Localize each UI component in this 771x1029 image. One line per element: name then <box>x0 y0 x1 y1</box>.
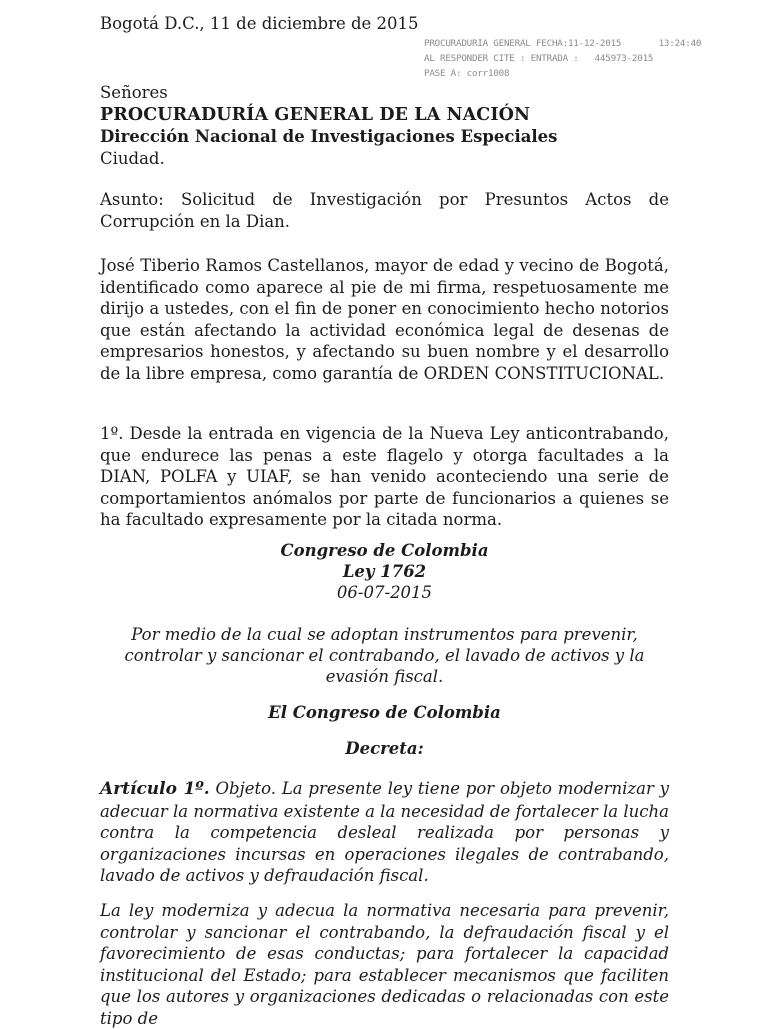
recipient-organization: PROCURADURÍA GENERAL DE LA NACIÓN <box>100 105 531 125</box>
law-number: Ley 1762 <box>342 562 427 581</box>
article-1-text: Objeto. La presente ley tiene por objeto modernizar y adecuar la normativa existente a la necesidad de fortalecer la lucha contra la competencia desleal realizada por personas y organizaciones incursas en operaciones ilegales de contrabando, lavado de activos y defraudación fiscal. <box>100 779 669 885</box>
stamp-line-3: PASE A: corr1008 <box>424 68 510 79</box>
recipient-department: Dirección Nacional de Investigaciones Especiales <box>100 127 558 146</box>
article-1-paragraph <box>100 778 669 887</box>
law-purpose-line-3: evasión fiscal. <box>325 667 444 686</box>
intro-paragraph: José Tiberio Ramos Castellanos, mayor de edad y vecino de Bogotá, identificado como aparece al pie de mi firma, respetuosamente me dirijo a ustedes, con el fin de poner en conocimiento hecho notorios que están afectando la actividad económica legal de desenas de empresarios honestos, y afectando su buen nombre y el desarrollo de la libre empresa, como garantía de ORDEN CONSTITUCIONAL. <box>100 256 669 383</box>
congress-heading: El Congreso de Colombia <box>268 703 501 722</box>
law-heading <box>100 540 669 603</box>
decree-heading: Decreta: <box>345 739 424 758</box>
article-1-continued-paragraph: La ley moderniza y adecua la normativa necesaria para prevenir, controlar y sancionar el contrabando, la defraudación fiscal y el favorecimiento de esas conductas; para fortalecer la capacidad institucional del Estado; para establecer mecanismos que faciliten que los autores y organizaciones dedicadas o relacionadas con este tipo de <box>100 901 669 1028</box>
article-1-lead: Artículo 1º. <box>100 779 210 799</box>
law-purpose-line-1: Por medio de la cual se adoptan instrumentos para prevenir, <box>131 625 638 644</box>
law-purpose <box>100 624 669 687</box>
receipt-stamp <box>424 36 701 81</box>
letter-date: Bogotá D.C., 11 de diciembre de 2015 <box>100 14 419 33</box>
recipient-city: Ciudad. <box>100 149 165 168</box>
stamp-line-1: PROCURADURIA GENERAL FECHA:11-12-2015 13:24:40 <box>424 38 702 49</box>
point-1-paragraph: 1º. Desde la entrada en vigencia de la Nueva Ley anticontrabando, que endurece las penas a este flagelo y otorga facultades a la DIAN, POLFA y UIAF, se han venido aconteciendo una serie de comportamientos anómalos por parte de funcionarios a quienes se ha facultado expresamente por la citada norma. <box>100 424 669 529</box>
law-date: 06-07-2015 <box>336 583 433 602</box>
subject-line: Asunto: Solicitud de Investigación por Presuntos Actos de Corrupción en la Dian. <box>100 190 669 231</box>
law-body: Congreso de Colombia <box>280 541 489 560</box>
law-purpose-line-2: controlar y sancionar el contrabando, el lavado de activos y la <box>124 646 645 665</box>
recipient-block <box>100 82 557 170</box>
salutation: Señores <box>100 83 168 102</box>
stamp-line-2: AL RESPONDER CITE : ENTRADA : 445973-2015 <box>424 53 654 64</box>
